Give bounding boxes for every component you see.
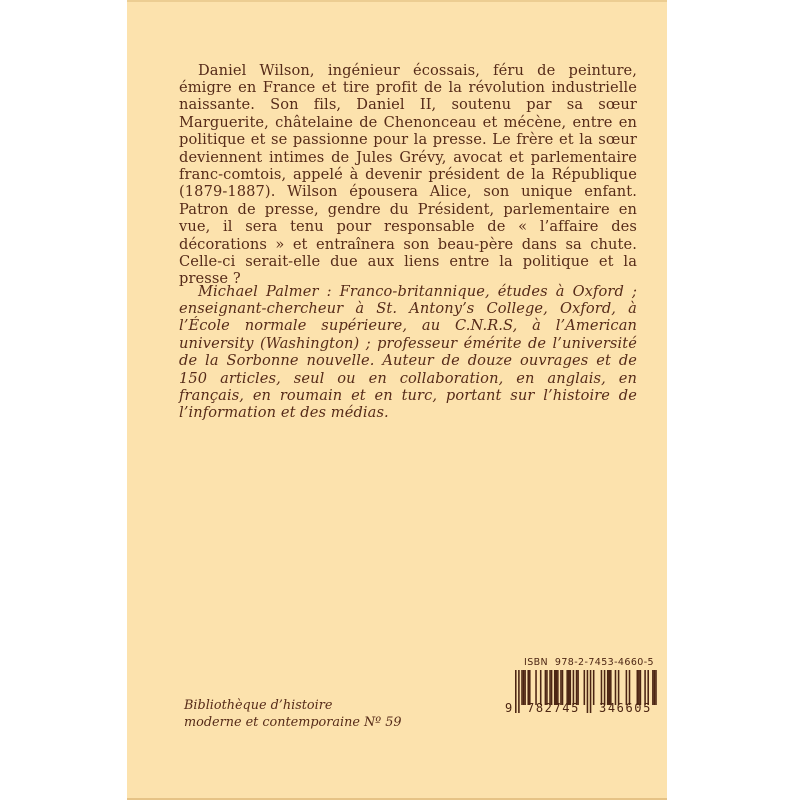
- ean-digit-group: 9: [505, 701, 514, 715]
- collection-imprint: [184, 698, 402, 731]
- collection-name: Bibliothèque d’histoire: [184, 698, 333, 713]
- blurb-paragraph: Daniel Wilson, ingénieur écossais, féru de peinture, émigre en France et tire profit de la révolution industrielle naissante. Son fils, Daniel II, soutenu par sa sœur Marguerite, châtelaine de Chenonceau et mécène, entre en politique et se passionne pour la presse. Le frère et la sœur deviennent intimes de Jules Grévy, avocat et parlementaire franc-comtois, appelé à devenir président de la République (1879-1887). Wilson épousera Alice, son unique enfant. Patron de presse, gendre du Président, parlementaire en vue, il sera tenu pour responsable de « l’affaire des décorations » et entraînera son beau-père dans sa chute. Celle-ci serait-elle due aux liens entre la politique et la presse ?: [179, 61, 637, 288]
- collection-series-number: moderne et contemporaine Nº 59: [184, 714, 402, 730]
- ean-digit-group: 346605: [599, 701, 652, 715]
- isbn-label: ISBN 978-2-7453-4660-5: [524, 657, 654, 668]
- cover-page: [127, 0, 667, 800]
- author-bio-paragraph: Michael Palmer : Franco-britannique, études à Oxford ; enseignant-chercheur à St. Antony’s College, Oxford, à l’École normale supérieure, au C.N.R.S, à l’American university (Washington) ; professeur émérite de l’université de la Sorbonne nouvelle. Auteur de douze ouvrages et de 150 articles, seul ou en collaboration, en anglais, en français, en roumain et en turc, portant sur l’histoire de l’information et des médias.: [179, 282, 637, 422]
- ean-digit-group: 782745: [527, 701, 580, 715]
